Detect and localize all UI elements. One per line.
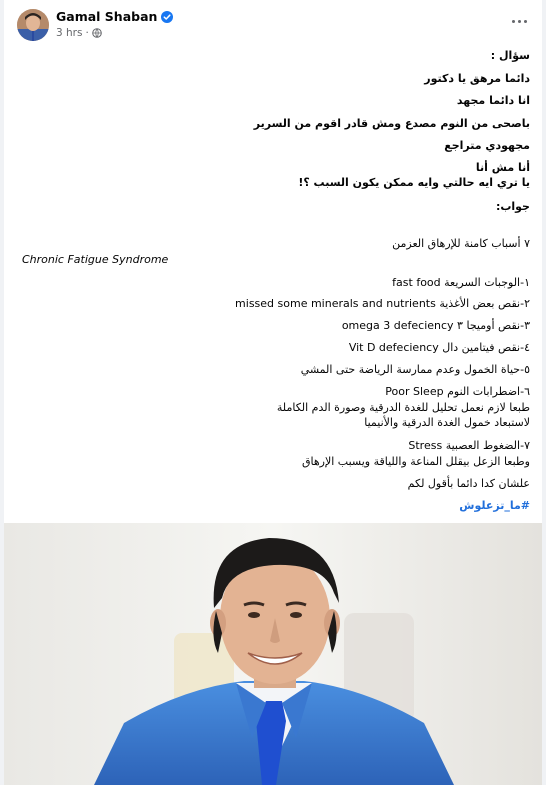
post-photo[interactable] bbox=[4, 523, 542, 785]
post-line: علشان كدا دائما بأقول لكم bbox=[407, 477, 530, 490]
more-dot bbox=[512, 20, 515, 23]
post-line: انا دائما مجهد bbox=[456, 94, 530, 107]
author-name-row bbox=[56, 9, 173, 24]
post-line: دائما مرهق يا دكتور bbox=[424, 72, 530, 85]
more-options-icon[interactable] bbox=[508, 14, 530, 28]
post-line: وطبعا الزعل بيقلل المناعة واللياقة ويسبب الإرهاق bbox=[301, 455, 530, 468]
post-line: ٥-حياة الخمول وعدم ممارسة الرياضة حتى المشي bbox=[300, 363, 530, 376]
author-name[interactable]: Gamal Shaban bbox=[56, 9, 158, 24]
globe-icon[interactable] bbox=[92, 28, 102, 38]
post-line: ٧ أسباب كامنة للإرهاق العزمن bbox=[392, 237, 530, 250]
post-meta bbox=[56, 27, 102, 39]
doctor-portrait-image bbox=[4, 523, 542, 785]
meta-separator: · bbox=[85, 27, 89, 39]
post-line: طبعا لازم نعمل تحليل للغدة الدرقية وصورة الدم الكاملة bbox=[276, 401, 530, 414]
verified-badge-icon bbox=[161, 11, 173, 23]
post-line: ١-الوجبات السريعة fast food bbox=[392, 276, 530, 289]
post-timestamp[interactable]: 3 hrs bbox=[56, 27, 83, 39]
post-line: ٢-نقص بعض الأغذية missed some minerals and nutrients bbox=[235, 297, 530, 310]
post-line: ٧-الضغوط العصبية Stress bbox=[408, 439, 530, 452]
post-line: مجهودي متراجع bbox=[444, 139, 530, 152]
avatar-portrait-icon bbox=[17, 9, 49, 41]
post-card bbox=[4, 0, 542, 785]
post-line: Chronic Fatigue Syndrome bbox=[22, 253, 169, 266]
post-line: جواب: bbox=[495, 200, 530, 213]
post-line: لاستبعاد خمول الغدة الدرقية والأنيميا bbox=[364, 416, 530, 429]
post-line: باصحى من النوم مصدع ومش قادر اقوم من السرير bbox=[253, 117, 530, 130]
hashtag-link[interactable]: #ما_تزعلوش bbox=[459, 499, 530, 512]
post-line: يا تري ايه حالتي وايه ممكن يكون السبب ؟! bbox=[298, 176, 530, 189]
post-header bbox=[4, 0, 542, 50]
post-line: أنا مش أنا bbox=[475, 161, 530, 174]
author-avatar[interactable] bbox=[17, 9, 49, 41]
post-line: سؤال : bbox=[490, 49, 530, 62]
post-line: ٤-نقص فيتامين دال Vit D defeciency bbox=[348, 341, 530, 354]
post-line: ٦-اضطرابات النوم Poor Sleep bbox=[385, 385, 530, 398]
more-dot bbox=[524, 20, 527, 23]
post-line: ٣-نقص أوميجا ٣ omega 3 defeciency bbox=[341, 319, 530, 332]
more-dot bbox=[518, 20, 521, 23]
